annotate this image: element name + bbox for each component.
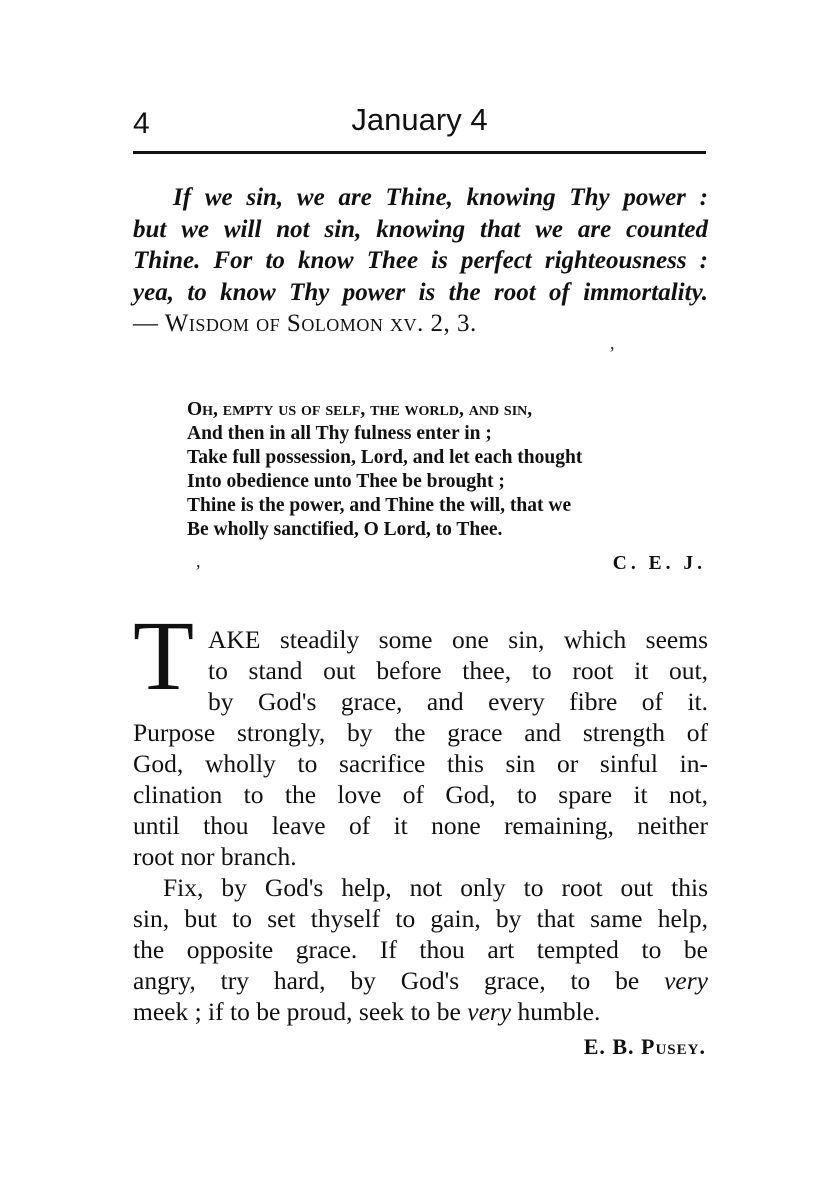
drop-cap: T [133, 600, 195, 711]
emphasis-very: very [467, 997, 512, 1026]
epigraph-line: but we will not sin, knowing that we are counted [133, 215, 708, 243]
ink-speck: , [196, 551, 201, 571]
prose-line: by God's grace, and every fibre of it. [208, 687, 708, 716]
prose-line [133, 965, 708, 996]
epigraph-line: yea, to know Thy power is the root of immortality. [133, 278, 708, 306]
epigraph-line: If we sin, we are Thine, knowing Thy power : [173, 184, 708, 211]
prose-line: until thou leave of it none remaining, neither [133, 811, 708, 840]
prose-line: to stand out before thee, to root it out, [208, 656, 708, 685]
prose-body [133, 624, 708, 1027]
header-rule [133, 151, 706, 154]
epigraph-line: Thine. For to know Thee is perfect righteousness : [133, 247, 708, 274]
prose-line: the opposite grace. If thou art tempted to be [133, 935, 708, 964]
prose-line-text: angry, try hard, by God's grace, to be [133, 966, 665, 995]
prose-line: God, wholly to sacrifice this sin or sinful in- [133, 749, 708, 778]
emphasis-very: very [664, 966, 708, 995]
verse-line: Thine is the power, and Thine the will, that we [187, 495, 572, 516]
verse-line: Into obedience unto Thee be brought ; [187, 471, 505, 492]
verse-signature: C. E. J. [612, 553, 706, 574]
prose-signature: E. B. Pusey. [583, 1034, 706, 1059]
ink-speck: , [610, 333, 615, 353]
prose-line [133, 996, 708, 1027]
verse-line: Take full possession, Lord, and let each thought [187, 447, 583, 468]
page-number: 4 [133, 107, 150, 140]
page-title: January 4 [351, 102, 488, 137]
verse-line: Be wholly sanctified, O Lord, to Thee. [187, 519, 503, 540]
prose-line: sin, but to set thyself to gain, by that same help, [133, 904, 708, 933]
verse-line: Oh, empty us of self, the world, and sin, [187, 399, 533, 420]
prose-line-text: meek ; if to be proud, seek to be [133, 997, 468, 1026]
prose-line: AKE steadily some one sin, which seems [208, 625, 708, 654]
verse [187, 398, 707, 542]
epigraph [133, 182, 708, 340]
page-header [133, 100, 706, 148]
epigraph-attribution: — Wisdom of Solomon xv. 2, 3. [133, 310, 477, 337]
verse-line: And then in all Thy fulness enter in ; [187, 423, 492, 444]
prose-line: clination to the love of God, to spare it not, [133, 780, 708, 809]
prose-line: Fix, by God's help, not only to root out this [163, 873, 708, 902]
prose-line-text: humble. [511, 997, 601, 1026]
prose-line: Purpose strongly, by the grace and strength of [133, 718, 708, 747]
prose-line: root nor branch. [133, 842, 297, 871]
